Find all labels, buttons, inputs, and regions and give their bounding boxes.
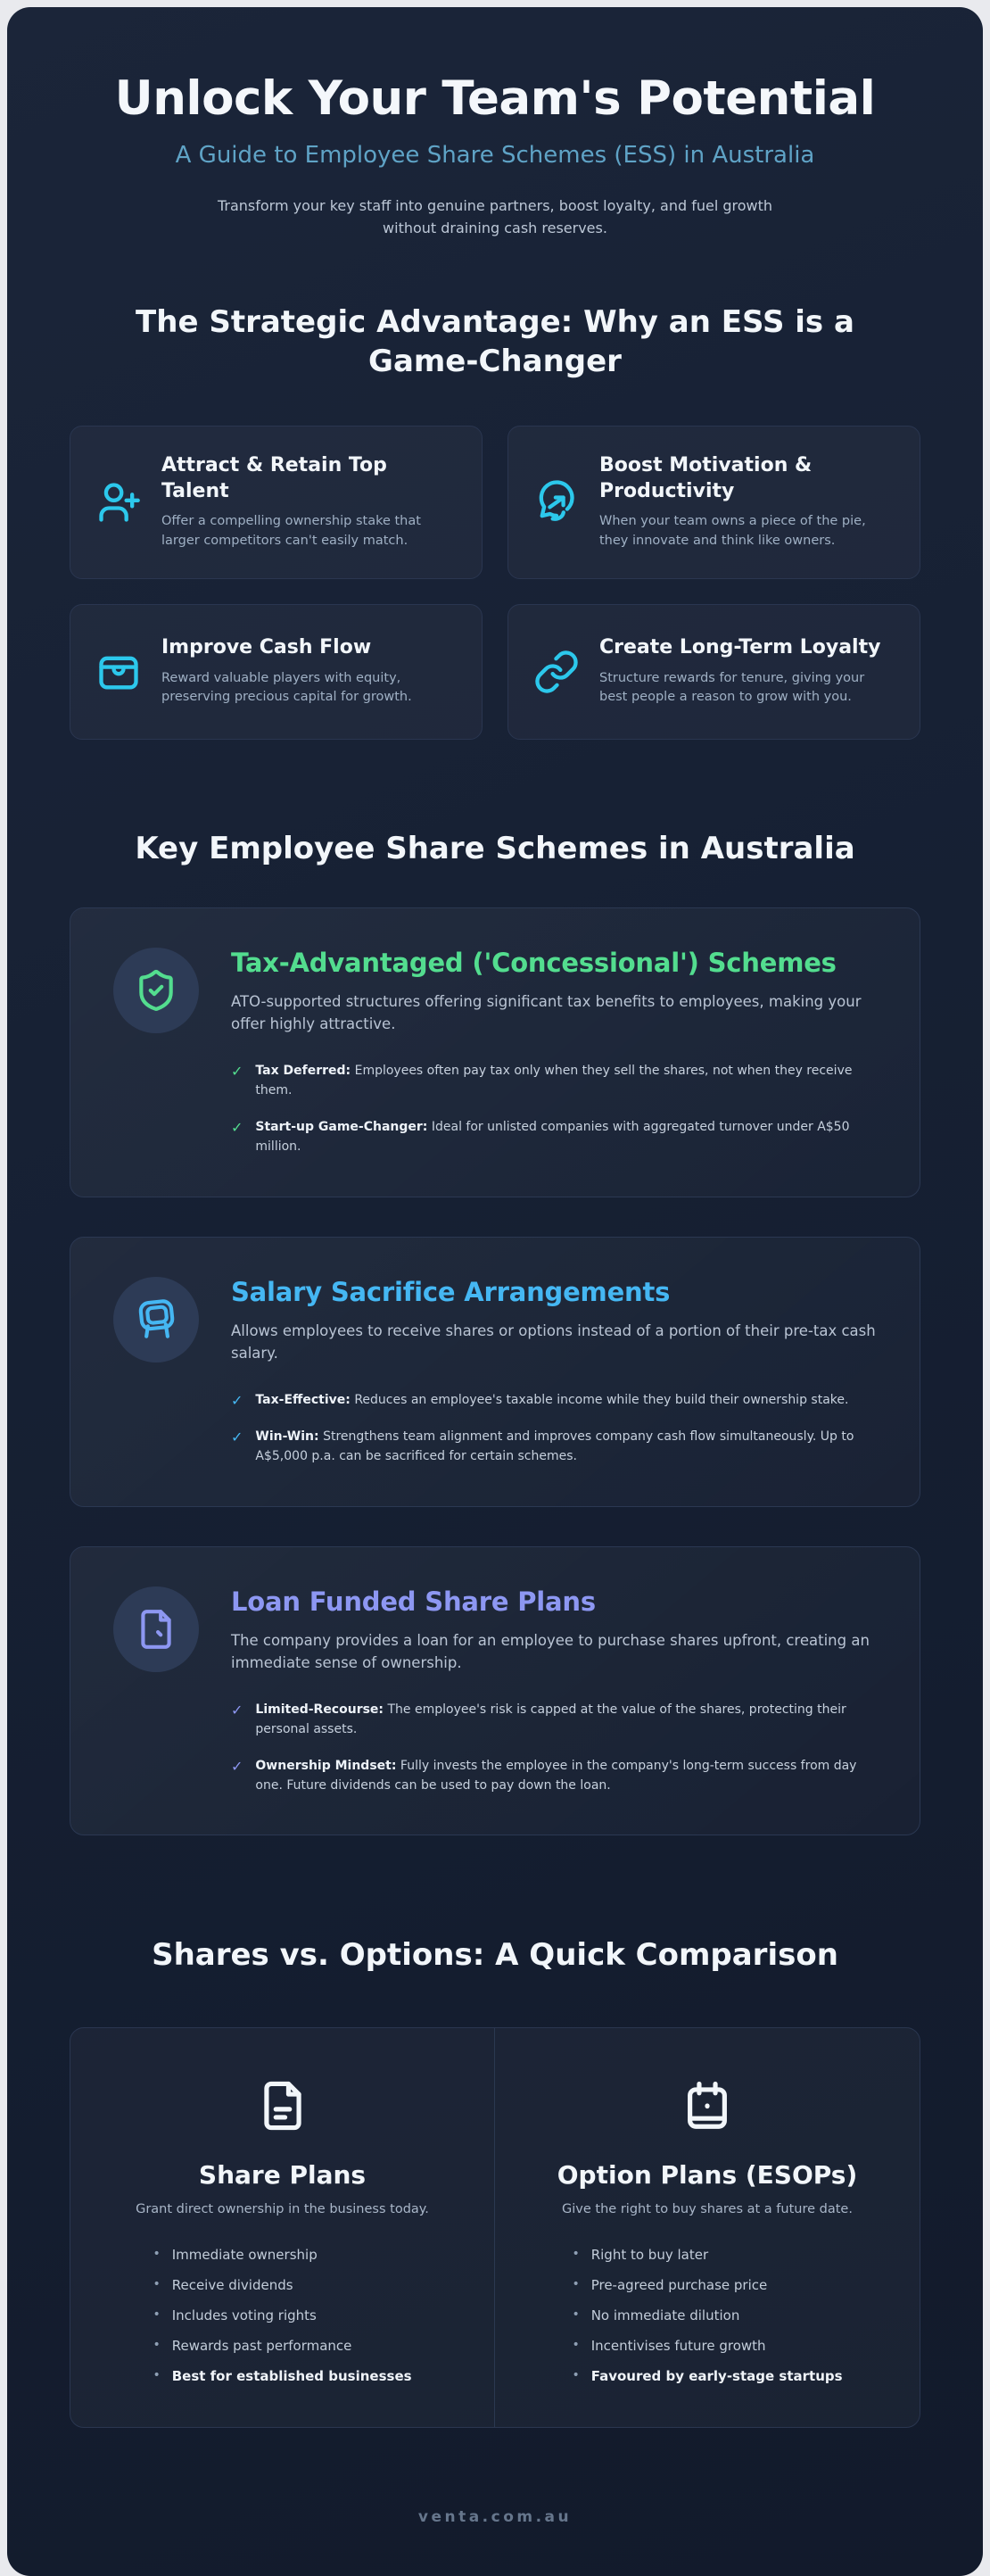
check-icon: ✓: [231, 1757, 243, 1775]
benefit-desc: Offer a compelling ownership stake that larger competitors can't easily match.: [161, 514, 421, 548]
bullet-label: Limited-Recourse:: [255, 1702, 384, 1717]
list-item: • Rewards past performance: [153, 2337, 352, 2354]
scheme-desc: Allows employees to receive shares or options instead of a portion of their pre-tax cash salary.: [231, 1321, 876, 1363]
file-text-icon: [255, 2120, 310, 2137]
list-item: • Incentivises future growth: [572, 2337, 766, 2354]
user-plus-icon: [95, 479, 142, 526]
scheme-body: [231, 948, 877, 1157]
benefit-desc: Structure rewards for tenure, giving your best people a reason to grow with you.: [599, 670, 865, 705]
scheme-title: Salary Sacrifice Arrangements: [231, 1276, 671, 1307]
scheme-panel-tax-advantaged: [70, 907, 920, 1197]
scheme-desc: ATO-supported structures offering significant tax benefits to employees, making your offer highly attractive.: [231, 992, 862, 1033]
bullet-label: Start-up Game-Changer:: [255, 1119, 428, 1134]
comparison-title: Option Plans (ESOPs): [557, 2159, 858, 2190]
scheme-bullet-list: [231, 1390, 877, 1467]
benefit-title: Attract & Retain Top Talent: [161, 453, 387, 502]
comparison-heading: Shares vs. Options: A Quick Comparison: [152, 1937, 838, 1974]
benefit-card-attract-talent: [70, 426, 483, 579]
comparison-column-share-plans: [70, 2028, 495, 2427]
footer-url: venta.com.au: [417, 2507, 573, 2526]
comparison-subtitle: Grant direct ownership in the business today.: [136, 2201, 429, 2216]
document-icon: [113, 1586, 199, 1672]
bullet-dot-icon: •: [153, 2246, 161, 2261]
benefit-grid: [70, 426, 920, 740]
shield-check-icon: [113, 948, 199, 1033]
bullet-text: Reduces an employee's taxable income while they build their ownership stake.: [354, 1392, 849, 1407]
comparison-subtitle: Give the right to buy shares at a future date.: [562, 2201, 853, 2216]
bullet-dot-icon: •: [153, 2307, 161, 2322]
page-subtitle: A Guide to Employee Share Schemes (ESS) in Australia: [175, 142, 815, 169]
comparison-column-option-plans: [495, 2028, 920, 2427]
chain-link-icon: [533, 649, 580, 695]
scheme-body: [231, 1586, 877, 1796]
list-item: • Includes voting rights: [153, 2307, 317, 2323]
schemes-heading: Key Employee Share Schemes in Australia: [135, 830, 855, 866]
comparison-title: Share Plans: [198, 2159, 367, 2190]
list-item: • Receive dividends: [153, 2276, 293, 2293]
benefits-heading: The Strategic Advantage: Why an ESS is a Game-Changer: [136, 303, 854, 379]
scheme-body: [231, 1277, 877, 1467]
scheme-bullet: [231, 1390, 877, 1411]
bullet-text: Employees often pay tax only when they sell the shares, not when they receive them.: [255, 1063, 853, 1098]
comparison-list: [153, 2247, 411, 2384]
bullet-dot-icon: •: [572, 2307, 580, 2322]
bullet-dot-icon: •: [572, 2246, 580, 2261]
bullet-dot-icon: •: [572, 2276, 580, 2291]
check-icon: ✓: [231, 1391, 243, 1409]
check-icon: ✓: [231, 1701, 243, 1719]
calendar-icon: [680, 2120, 735, 2137]
list-item: • Immediate ownership: [153, 2246, 318, 2263]
page-title: Unlock Your Team's Potential: [114, 71, 876, 126]
page-intro: Transform your key staff into genuine partners, boost loyalty, and fuel growth without draining cash reserves.: [217, 197, 773, 236]
benefit-desc: When your team owns a piece of the pie, they innovate and think like owners.: [599, 514, 866, 548]
benefit-desc: Reward valuable players with equity, preserving precious capital for growth.: [161, 670, 412, 705]
list-item: • Right to buy later: [572, 2246, 709, 2263]
comparison-list: [572, 2247, 842, 2384]
scheme-bullet: [231, 1117, 877, 1157]
bullet-dot-icon: •: [153, 2276, 161, 2291]
bullet-dot-icon: •: [153, 2367, 161, 2382]
infographic-page: [7, 7, 983, 2576]
benefit-card-body: [599, 453, 895, 551]
scheme-panel-salary-sacrifice: [70, 1237, 920, 1507]
scheme-bullet: [231, 1756, 877, 1796]
scheme-bullet-list: [231, 1061, 877, 1157]
benefit-card-loyalty: [507, 604, 920, 740]
check-icon: ✓: [231, 1428, 243, 1445]
scheme-panel-loan-funded: [70, 1546, 920, 1836]
bullet-label: Ownership Mindset:: [255, 1758, 397, 1773]
bullet-label: Win-Win:: [255, 1429, 319, 1444]
scheme-title: Tax-Advantaged ('Concessional') Schemes: [231, 947, 837, 978]
scheme-desc: The company provides a loan for an employee to purchase shares upfront, creating an immediate sense of ownership.: [231, 1631, 870, 1672]
list-item-highlight: • Favoured by early-stage startups: [572, 2367, 843, 2384]
benefit-card-body: [161, 635, 457, 708]
bullet-text: Ideal for unlisted companies with aggregated turnover under A$50 million.: [255, 1119, 850, 1155]
comparison-card: [70, 2027, 920, 2428]
bullet-label: Tax-Effective:: [255, 1392, 351, 1407]
bullet-text: Strengthens team alignment and improves company cash flow simultaneously. Up to A$5,000 p.a. can be sacrificed for certain schemes.: [255, 1429, 854, 1464]
check-icon: ✓: [231, 1118, 243, 1136]
benefit-title: Create Long-Term Loyalty: [599, 636, 881, 659]
scheme-bullet: [231, 1700, 877, 1740]
benefit-card-body: [161, 453, 457, 551]
bullet-dot-icon: •: [153, 2337, 161, 2352]
bullet-text: Fully invests the employee in the company's long-term success from day one. Future dividends can be used to pay down the loan.: [255, 1758, 857, 1793]
motivation-icon: [533, 479, 580, 526]
scheme-title: Loan Funded Share Plans: [231, 1586, 596, 1617]
list-item-highlight: • Best for established businesses: [153, 2367, 412, 2384]
scheme-bullet-list: [231, 1700, 877, 1796]
scheme-bullet: [231, 1061, 877, 1101]
bullet-text: The employee's risk is capped at the value of the shares, protecting their personal assets.: [255, 1702, 846, 1737]
check-icon: ✓: [231, 1062, 243, 1080]
benefit-title: Boost Motivation & Productivity: [599, 453, 813, 502]
bullet-dot-icon: •: [572, 2367, 580, 2382]
benefit-card-body: [599, 635, 895, 708]
benefit-title: Improve Cash Flow: [161, 636, 372, 659]
list-item: • Pre-agreed purchase price: [572, 2276, 768, 2293]
benefit-card-cash-flow: [70, 604, 483, 740]
benefit-card-motivation: [507, 426, 920, 579]
bullet-label: Tax Deferred:: [255, 1063, 351, 1078]
list-item: • No immediate dilution: [572, 2307, 740, 2323]
hero-section: [70, 52, 920, 240]
scheme-bullet: [231, 1427, 877, 1467]
salary-swap-icon: [113, 1277, 199, 1363]
bullet-dot-icon: •: [572, 2337, 580, 2352]
wallet-icon: [95, 649, 142, 695]
